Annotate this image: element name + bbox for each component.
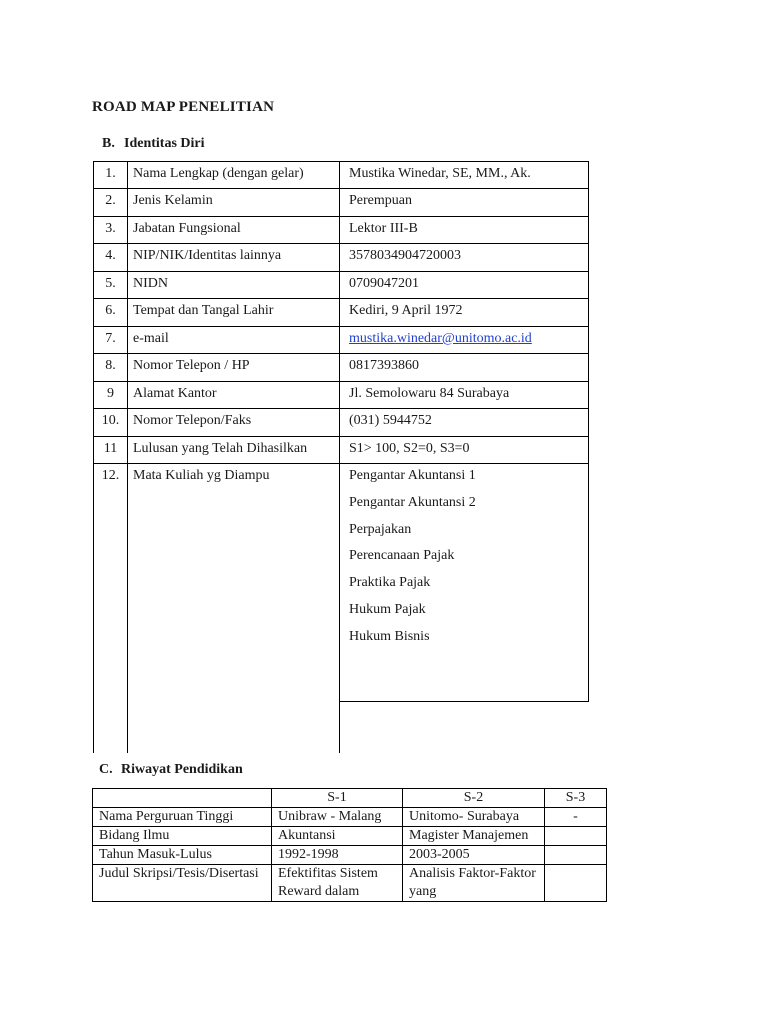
edu-row-label: Nama Perguruan Tinggi <box>93 808 272 827</box>
edu-header-s3: S-3 <box>545 789 607 808</box>
table-rule <box>339 701 589 702</box>
row-value: S1> 100, S2=0, S3=0 <box>349 441 470 456</box>
table-rule <box>93 243 589 244</box>
row-label: Nama Lengkap (dengan gelar) <box>133 166 304 181</box>
table-rule <box>93 463 589 464</box>
document-title: ROAD MAP PENELITIAN <box>92 99 275 115</box>
edu-row-s1: Efektifitas Sistem Reward dalam <box>272 865 403 902</box>
edu-row-s2: Magister Manajemen <box>403 827 545 846</box>
row-label: NIP/NIK/Identitas lainnya <box>133 248 282 263</box>
row-value: 3578034904720003 <box>349 248 461 263</box>
row-value: Lektor III-B <box>349 221 418 236</box>
row-number: 5. <box>105 276 116 291</box>
row-label: Alamat Kantor <box>133 386 217 401</box>
edu-row-s3 <box>545 827 607 846</box>
course-item: Hukum Bisnis <box>349 628 430 644</box>
row-value: Jl. Semolowaru 84 Surabaya <box>349 386 510 401</box>
course-item: Perpajakan <box>349 521 412 537</box>
row-number: 7. <box>105 331 116 346</box>
row-number: 8. <box>105 358 116 373</box>
row-value: (031) 5944752 <box>349 413 432 428</box>
course-item: Perencanaan Pajak <box>349 548 455 564</box>
email-link[interactable]: mustika.winedar@unitomo.ac.id <box>349 331 532 346</box>
edu-row-s3 <box>545 865 607 902</box>
table-rule <box>93 216 589 217</box>
table-rule <box>93 188 589 189</box>
row-label: Lulusan yang Telah Dihasilkan <box>133 441 308 456</box>
row-label: e-mail <box>133 331 169 346</box>
section-b-letter: B. <box>102 136 115 151</box>
edu-row-s1: 1992-1998 <box>272 846 403 865</box>
table-rule <box>93 436 589 437</box>
table-rule <box>127 161 128 753</box>
edu-row <box>93 827 607 846</box>
row-label: Jenis Kelamin <box>133 193 213 208</box>
table-rule <box>93 353 589 354</box>
table-rule <box>588 161 589 702</box>
table-rule <box>93 326 589 327</box>
edu-row <box>93 846 607 865</box>
table-rule <box>339 161 340 753</box>
edu-row-s2: 2003-2005 <box>403 846 545 865</box>
section-b-title: Identitas Diri <box>124 136 205 151</box>
row-number: 2. <box>105 193 116 208</box>
row-label: Tempat dan Tangal Lahir <box>133 303 274 318</box>
course-item: Pengantar Akuntansi 1 <box>349 468 476 483</box>
row-number: 3. <box>105 221 116 236</box>
edu-row-s1: Unibraw - Malang <box>272 808 403 827</box>
course-item: Hukum Pajak <box>349 602 426 617</box>
riwayat-pendidikan-table <box>92 788 607 902</box>
row-value: Kediri, 9 April 1972 <box>349 303 463 318</box>
row-label: Nomor Telepon/Faks <box>133 413 252 428</box>
row-number: 9 <box>107 386 114 401</box>
section-c-letter: C. <box>99 762 113 777</box>
table-rule <box>93 381 589 382</box>
edu-header-row <box>93 789 607 808</box>
edu-row-s2: Analisis Faktor-Faktor yang <box>403 865 545 902</box>
edu-row-s2: Unitomo- Surabaya <box>403 808 545 827</box>
table-rule <box>93 271 589 272</box>
edu-row <box>93 865 607 902</box>
row-number: 11 <box>103 441 118 456</box>
edu-header-s2: S-2 <box>403 789 545 808</box>
row-label: NIDN <box>133 276 168 291</box>
edu-row-s1: Akuntansi <box>272 827 403 846</box>
row-label: Jabatan Fungsional <box>133 221 241 236</box>
edu-row-label: Tahun Masuk-Lulus <box>93 846 272 865</box>
section-c-heading <box>99 762 243 778</box>
edu-row-s3 <box>545 846 607 865</box>
row-value: Mustika Winedar, SE, MM., Ak. <box>349 166 531 181</box>
row-label: Nomor Telepon / HP <box>133 358 250 373</box>
edu-row-label: Bidang Ilmu <box>93 827 272 846</box>
edu-header-s1: S-1 <box>272 789 403 808</box>
course-item: Praktika Pajak <box>349 575 431 591</box>
row-value: 0709047201 <box>349 276 419 291</box>
course-item: Pengantar Akuntansi 2 <box>349 494 476 510</box>
row-value: Perempuan <box>349 193 412 208</box>
row-number: 4. <box>105 248 116 263</box>
table-rule <box>93 298 589 299</box>
edu-header-blank <box>93 789 272 808</box>
row-value: 0817393860 <box>349 358 419 373</box>
table-rule <box>93 408 589 409</box>
edu-row <box>93 808 607 827</box>
row-number: 6. <box>105 303 116 318</box>
section-c-title: Riwayat Pendidikan <box>121 762 243 777</box>
edu-row-s3: - <box>545 808 607 827</box>
table-rule <box>93 161 589 162</box>
edu-row-label: Judul Skripsi/Tesis/Disertasi <box>93 865 272 902</box>
row-number: 12. <box>101 468 120 483</box>
row-label: Mata Kuliah yg Diampu <box>133 468 270 483</box>
row-number: 10. <box>101 413 120 428</box>
row-number: 1. <box>105 166 116 181</box>
